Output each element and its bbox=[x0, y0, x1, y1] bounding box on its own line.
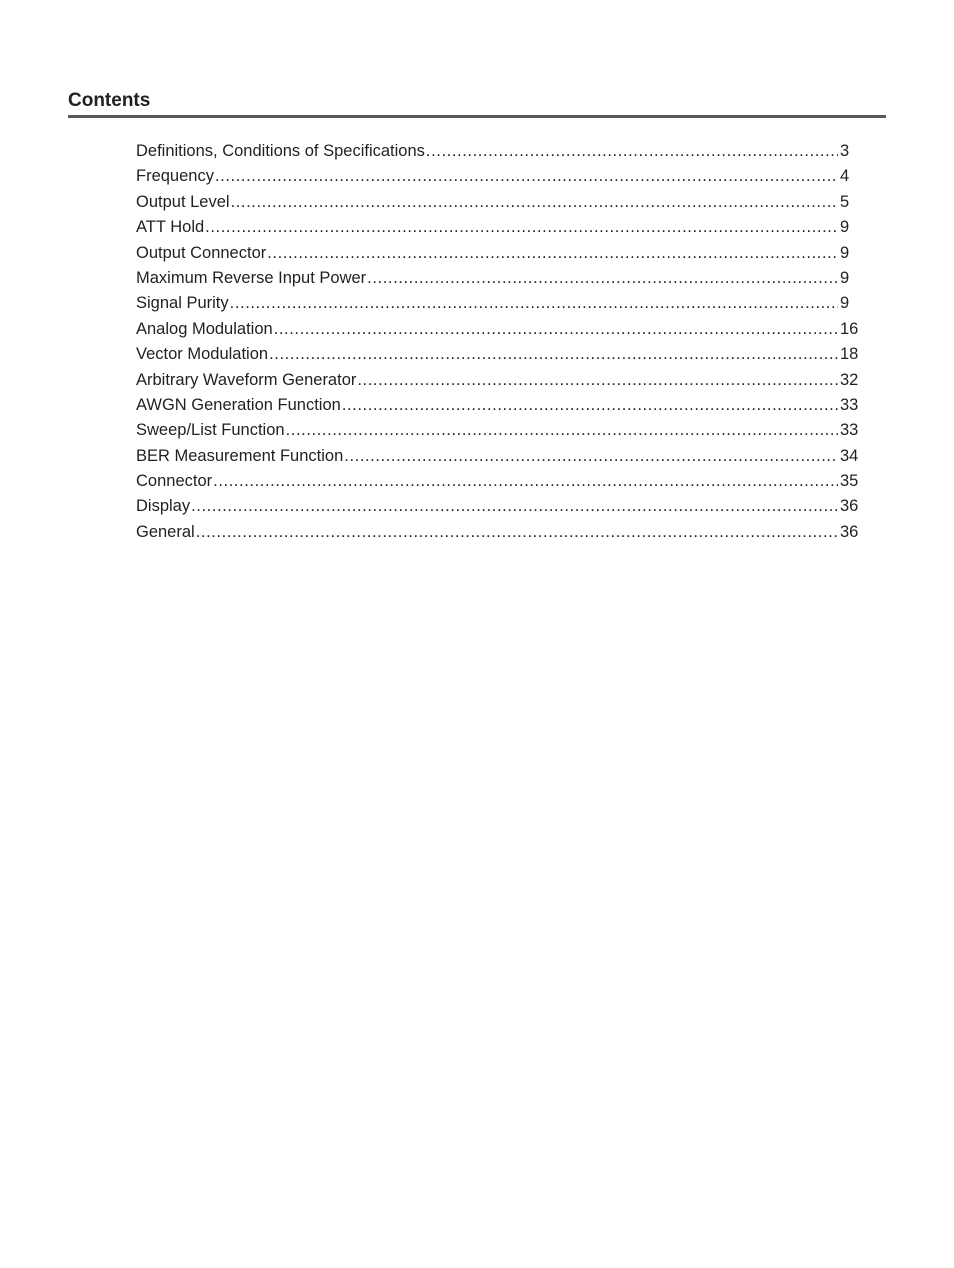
toc-leader bbox=[215, 164, 838, 189]
toc-entry-label: ATT Hold bbox=[136, 218, 205, 237]
toc-entry[interactable] bbox=[136, 215, 860, 240]
toc-entry-page: 5 bbox=[840, 192, 850, 211]
toc-entry-page: 9 bbox=[840, 243, 850, 262]
toc-entry[interactable] bbox=[136, 291, 860, 316]
toc-entry-page: 35 bbox=[840, 472, 859, 491]
toc-leader bbox=[269, 342, 838, 367]
toc-entry-label: Frequency bbox=[136, 167, 214, 186]
toc-entry-label: Analog Modulation bbox=[136, 319, 273, 338]
toc-entry-label: Signal Purity bbox=[136, 294, 229, 313]
toc-entry[interactable] bbox=[136, 190, 860, 215]
toc-entry-label: BER Measurement Function bbox=[136, 446, 344, 465]
toc-leader bbox=[344, 444, 838, 469]
toc-entry[interactable] bbox=[136, 368, 860, 393]
toc-entry-label: Vector Modulation bbox=[136, 345, 269, 364]
toc-leader bbox=[286, 418, 838, 443]
toc-entry-label: Display bbox=[136, 497, 191, 516]
toc-entry-label: AWGN Generation Function bbox=[136, 395, 341, 414]
toc-entry-label: Output Level bbox=[136, 192, 230, 211]
toc-entry-page: 16 bbox=[840, 319, 859, 338]
toc-entry[interactable] bbox=[136, 139, 860, 164]
toc-entry-page: 34 bbox=[840, 446, 859, 465]
toc-leader bbox=[267, 241, 838, 266]
toc-entry[interactable] bbox=[136, 164, 860, 189]
toc-entry-label: Output Connector bbox=[136, 243, 267, 262]
toc-entry-label: Connector bbox=[136, 472, 213, 491]
table-of-contents bbox=[136, 139, 860, 545]
toc-leader bbox=[357, 368, 838, 393]
toc-entry[interactable] bbox=[136, 520, 860, 545]
toc-entry-page: 9 bbox=[840, 268, 850, 287]
toc-entry-page: 18 bbox=[840, 345, 859, 364]
toc-entry[interactable] bbox=[136, 342, 860, 367]
toc-leader bbox=[205, 215, 838, 240]
title-divider bbox=[68, 115, 886, 118]
toc-entry-page: 36 bbox=[840, 497, 859, 516]
toc-leader bbox=[342, 393, 838, 418]
toc-entry-label: Arbitrary Waveform Generator bbox=[136, 370, 357, 389]
toc-leader bbox=[426, 139, 838, 164]
toc-entry-page: 32 bbox=[840, 370, 859, 389]
toc-leader bbox=[231, 190, 838, 215]
toc-leader bbox=[196, 520, 838, 545]
toc-entry-label: Definitions, Conditions of Specifications bbox=[136, 142, 425, 160]
toc-entry-page: 4 bbox=[840, 167, 850, 186]
toc-entry-page: 33 bbox=[840, 421, 859, 440]
toc-entry[interactable] bbox=[136, 393, 860, 418]
toc-leader bbox=[367, 266, 838, 291]
toc-entry[interactable] bbox=[136, 494, 860, 519]
toc-entry-page: 9 bbox=[840, 218, 850, 237]
toc-entry[interactable] bbox=[136, 241, 860, 266]
toc-entry-page: 33 bbox=[840, 395, 859, 414]
toc-entry-label: Maximum Reverse Input Power bbox=[136, 268, 367, 287]
toc-entry-label: Sweep/List Function bbox=[136, 421, 285, 440]
toc-entry[interactable] bbox=[136, 317, 860, 342]
toc-entry[interactable] bbox=[136, 469, 860, 494]
toc-leader bbox=[191, 494, 838, 519]
toc-entry[interactable] bbox=[136, 266, 860, 291]
toc-leader bbox=[274, 317, 838, 342]
toc-entry-label: General bbox=[136, 522, 195, 541]
toc-entry-page: 3 bbox=[840, 142, 850, 160]
toc-leader bbox=[213, 469, 838, 494]
toc-entry-page: 9 bbox=[840, 294, 850, 313]
toc-leader bbox=[230, 291, 838, 316]
page-title: Contents bbox=[68, 90, 151, 111]
toc-entry-page: 36 bbox=[840, 522, 859, 541]
toc-entry[interactable] bbox=[136, 418, 860, 443]
toc-entry[interactable] bbox=[136, 444, 860, 469]
